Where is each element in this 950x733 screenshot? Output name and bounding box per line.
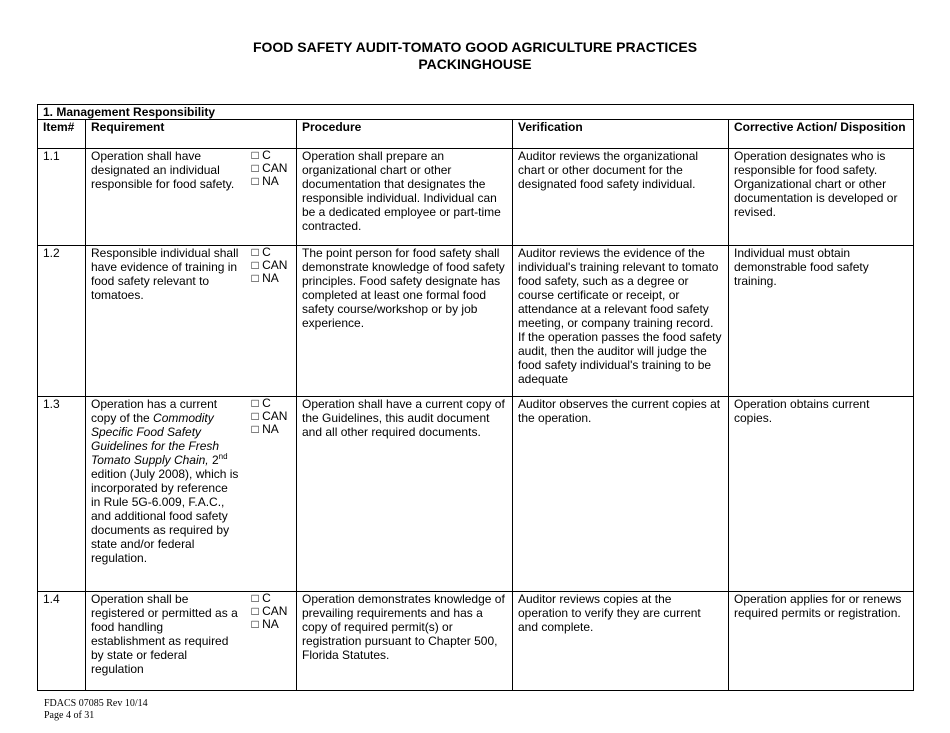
corrective-action-cell: Operation applies for or renews required permits or registration. [729,592,914,691]
section-header-row [38,105,914,120]
option-can-checkbox[interactable]: □ CAN [251,258,288,272]
item-number: 1.4 [38,592,86,691]
compliance-options [244,397,297,592]
requirement-cell: Responsible individual shall have evidence of training in food safety relevant to tomatoes. [86,246,244,397]
table-row [38,592,914,691]
corrective-action-cell: Individual must obtain demonstrable food safety training. [729,246,914,397]
edition-ordinal: nd [218,452,228,461]
compliance-options [244,592,297,691]
option-can-checkbox[interactable]: □ CAN [251,604,288,618]
procedure-cell: The point person for food safety shall demonstrate knowledge of food safety principles. Food safety designate has completed at least one formal food safety course/workshop or by job experience. [297,246,513,397]
corrective-action-cell: Operation obtains current copies. [729,397,914,592]
header-item: Item# [38,120,86,149]
requirement-cell: Operation shall be registered or permitted as a food handling establishment as required by state or federal regulation [86,592,244,691]
verification-cell: Auditor reviews the evidence of the individual's training relevant to tomato food safety, such as a degree or course certificate or receipt, or attendance at a relevant food safety meeting, or company training record. If the operation passes the food safety audit, then the auditor will judge the food safety individual's training to be adequate [513,246,729,397]
option-can-checkbox[interactable]: □ CAN [251,409,288,423]
option-na-checkbox[interactable]: □ NA [251,174,279,188]
option-na-checkbox[interactable]: □ NA [251,617,279,631]
option-c-checkbox[interactable]: □ C [251,245,271,259]
requirement-text: Operation has a current copy of the [91,397,218,425]
header-requirement: Requirement [86,120,297,149]
header-verification: Verification [513,120,729,149]
table-row [38,246,914,397]
audit-table [37,104,914,691]
verification-cell: Auditor reviews copies at the operation to verify they are current and complete. [513,592,729,691]
option-c-checkbox[interactable]: □ C [251,396,271,410]
requirement-cell: Operation shall have designated an individual responsible for food safety. [86,149,244,246]
compliance-options [244,246,297,397]
document-title: FOOD SAFETY AUDIT-TOMATO GOOD AGRICULTURE PRACTICES [252,39,698,55]
table-row [38,149,914,246]
section-title: 1. Management Responsibility [38,105,914,120]
requirement-edition: 2 [208,453,219,467]
form-number: FDACS 07085 Rev 10/14 [44,698,148,709]
guidelines-title: Commodity Specific Food Safety Guidelines for the Fresh Tomato Supply Chain, [91,411,220,467]
header-procedure: Procedure [297,120,513,149]
item-number: 1.3 [38,397,86,592]
verification-cell: Auditor reviews the organizational chart or other document for the designated food safety individual. [513,149,729,246]
requirement-cell [86,397,244,592]
column-header-row [38,120,914,149]
page-number: Page 4 of 31 [44,710,95,721]
option-na-checkbox[interactable]: □ NA [251,271,279,285]
option-na-checkbox[interactable]: □ NA [251,422,279,436]
procedure-cell: Operation demonstrates knowledge of prevailing requirements and has a copy of required permit(s) or registration pursuant to Chapter 500, Florida Statutes. [297,592,513,691]
requirement-text-cont: edition (July 2008), which is incorporated by reference in Rule 5G-6.009, F.A.C., and additional food safety documents as required by state and/or federal regulation. [91,467,239,565]
item-number: 1.1 [38,149,86,246]
procedure-cell: Operation shall have a current copy of the Guidelines, this audit document and all other required documents. [297,397,513,592]
table-row [38,397,914,592]
option-c-checkbox[interactable]: □ C [251,591,271,605]
verification-cell: Auditor observes the current copies at the operation. [513,397,729,592]
page-footer [44,698,148,722]
corrective-action-cell: Operation designates who is responsible for food safety. Organizational chart or other documentation is developed or revised. [729,149,914,246]
header-corrective-action: Corrective Action/ Disposition [729,120,914,149]
compliance-options [244,149,297,246]
document-subtitle: PACKINGHOUSE [418,56,532,72]
procedure-cell: Operation shall prepare an organizational chart or other documentation that designates the responsible individual. Individual can be a dedicated employee or part-time contracted. [297,149,513,246]
option-can-checkbox[interactable]: □ CAN [251,161,288,175]
item-number: 1.2 [38,246,86,397]
option-c-checkbox[interactable]: □ C [251,148,271,162]
